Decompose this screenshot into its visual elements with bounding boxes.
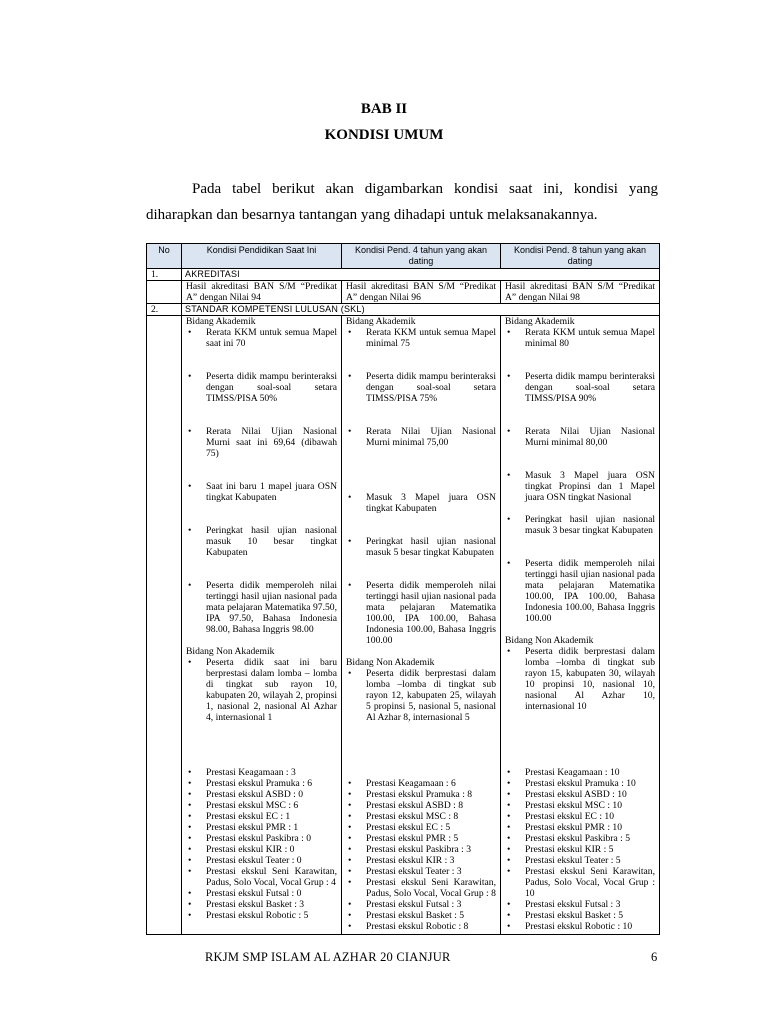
bullet-icon: • — [507, 327, 511, 338]
list-item — [186, 789, 337, 800]
skl-8-years — [501, 316, 660, 935]
list-item — [186, 844, 337, 855]
list-item — [346, 800, 496, 811]
list-item — [186, 800, 337, 811]
list-item — [346, 822, 496, 833]
list-spacer — [186, 404, 337, 426]
list-item-text: Prestasi ekskul Seni Karawitan, Padus, Solo Vocal, Vocal Grup : 4 — [206, 866, 337, 888]
academic-label: Bidang Akademik — [346, 316, 416, 327]
bullet-icon: • — [507, 514, 511, 525]
list-item-text: Peringkat hasil ujian nasional masuk 3 besar tingkat Kabupaten — [525, 514, 655, 536]
bullet-icon: • — [348, 327, 352, 338]
bullet-icon: • — [188, 580, 192, 591]
list-spacer — [505, 404, 655, 426]
list-item — [505, 866, 655, 899]
list-spacer — [346, 349, 496, 371]
bullet-icon: • — [507, 899, 511, 910]
list-item-text: Peserta didik berprestasi dalam lomba –lomba di tingkat sub rayon 12, kabupaten 25, wilayah 5 propinsi 5, nasional 5, nasional Al Azhar 8, internasional 5 — [366, 668, 496, 723]
list-item — [505, 910, 655, 921]
bullet-icon: • — [348, 800, 352, 811]
bullet-icon: • — [348, 866, 352, 877]
list-item — [186, 822, 337, 833]
list-item — [505, 558, 655, 624]
list-item — [346, 921, 496, 932]
list-spacer — [346, 448, 496, 492]
header-no: No — [147, 244, 182, 269]
list-item-text: Peringkat hasil ujian nasional masuk 5 besar tingkat Kabupaten — [366, 536, 496, 558]
list-item-text: Prestasi ekskul Futsal : 3 — [366, 899, 462, 910]
list-item-text: Prestasi ekskul EC : 1 — [206, 811, 291, 822]
list-item-text: Peserta didik mampu berinteraksi dengan soal-soal setara TIMSS/PISA 90% — [525, 371, 655, 404]
bullet-icon: • — [348, 811, 352, 822]
bullet-icon: • — [348, 921, 352, 932]
bullet-icon: • — [348, 492, 352, 503]
footer-school-name: RKJM SMP ISLAM AL AZHAR 20 CIANJUR — [205, 950, 451, 964]
conditions-table — [146, 243, 660, 935]
list-item-text: Prestasi ekskul Teater : 0 — [206, 855, 302, 866]
list-item-text: Prestasi ekskul Paskibra : 3 — [366, 844, 471, 855]
bullet-icon: • — [188, 426, 192, 437]
bullet-icon: • — [507, 646, 511, 657]
list-item-text: Prestasi ekskul ASBD : 0 — [206, 789, 304, 800]
list-item — [186, 866, 337, 888]
bullet-icon: • — [348, 899, 352, 910]
list-item — [186, 888, 337, 899]
bullet-icon: • — [188, 866, 192, 877]
list-spacer — [505, 503, 655, 514]
bullet-icon: • — [507, 811, 511, 822]
bullet-icon: • — [507, 833, 511, 844]
bullet-icon: • — [188, 833, 192, 844]
bullet-icon: • — [348, 877, 352, 888]
list-item-text: Peserta didik memperoleh nilai tertinggi hasil ujian nasional pada mata pelajaran Matematika 100.00, IPA 100.00, Bahasa Indonesia 100.00, Bahasa Inggris 100.00 — [366, 580, 496, 646]
bullet-icon: • — [188, 778, 192, 789]
list-item — [505, 327, 655, 349]
list-item — [505, 767, 655, 778]
list-item-text: Peserta didik saat ini baru berprestasi dalam lomba – lomba di tingkat sub rayon 10, kabupaten 20, wilayah 2, propinsi 1, nasional 2, nasional Al Azhar 4, internasional 1 — [206, 657, 337, 723]
list-item-text: Prestasi ekskul Paskibra : 0 — [206, 833, 311, 844]
list-item-text: Prestasi ekskul Pramuka : 10 — [525, 778, 636, 789]
list-item-text: Prestasi ekskul Robotic : 10 — [525, 921, 633, 932]
section-number: 2. — [147, 304, 182, 316]
list-item-text: Prestasi Keagamaan : 3 — [206, 767, 296, 778]
table-header-row — [147, 244, 660, 269]
list-item-text: Prestasi ekskul Pramuka : 6 — [206, 778, 313, 789]
list-item-text: Peringkat hasil ujian nasional masuk 10 besar tingkat Kabupaten — [206, 525, 337, 558]
bullet-icon: • — [188, 822, 192, 833]
list-item-text: Prestasi ekskul MSC : 6 — [206, 800, 299, 811]
list-spacer — [505, 712, 655, 767]
intro-paragraph: Pada tabel berikut akan digambarkan kondisi saat ini, kondisi yang diharapkan dan besarnya tantangan yang dihadapi untuk melaksanakannya. — [146, 181, 658, 223]
academic-label: Bidang Akademik — [186, 316, 256, 327]
bullet-icon: • — [348, 822, 352, 833]
section-row-skl — [147, 304, 660, 316]
bullet-icon: • — [188, 371, 192, 382]
list-item-text: Peserta didik mampu berinteraksi dengan soal-soal setara TIMSS/PISA 50% — [206, 371, 337, 404]
list-item — [505, 789, 655, 800]
academic-list — [346, 327, 496, 657]
header-current: Kondisi Pendidikan Saat Ini — [182, 244, 342, 269]
bullet-icon: • — [507, 822, 511, 833]
bullet-icon: • — [348, 910, 352, 921]
list-spacer — [346, 558, 496, 580]
accreditation-8-years: Hasil akreditasi BAN S/M “Predikat A” dengan Nilai 98 — [501, 281, 660, 304]
list-spacer — [346, 404, 496, 426]
list-item — [186, 481, 337, 503]
list-item-text: Prestasi ekskul Basket : 3 — [206, 899, 305, 910]
bullet-icon: • — [507, 866, 511, 877]
list-item — [346, 877, 496, 899]
bullet-icon: • — [188, 767, 192, 778]
bullet-icon: • — [188, 855, 192, 866]
bullet-icon: • — [188, 327, 192, 338]
list-item — [346, 833, 496, 844]
nonacademic-label: Bidang Non Akademik — [346, 657, 435, 668]
bullet-icon: • — [348, 426, 352, 437]
list-item-text: Prestasi Keagamaan : 6 — [366, 778, 456, 789]
bullet-icon: • — [507, 778, 511, 789]
list-item — [505, 514, 655, 536]
list-item-text: Prestasi ekskul KIR : 0 — [206, 844, 295, 855]
list-item-text: Prestasi ekskul Teater : 3 — [366, 866, 462, 877]
list-item-text: Peserta didik mampu berinteraksi dengan soal-soal setara TIMSS/PISA 75% — [366, 371, 496, 404]
academic-label: Bidang Akademik — [505, 316, 575, 327]
list-item-text: Prestasi ekskul KIR : 5 — [525, 844, 614, 855]
list-item-text: Prestasi ekskul EC : 5 — [366, 822, 451, 833]
list-item-text: Prestasi ekskul EC : 10 — [525, 811, 615, 822]
bullet-icon: • — [507, 789, 511, 800]
list-spacer — [505, 349, 655, 371]
nonacademic-label: Bidang Non Akademik — [505, 635, 594, 646]
chapter-number: BAB II — [360, 101, 408, 117]
bullet-icon: • — [507, 426, 511, 437]
bullet-icon: • — [188, 789, 192, 800]
table-row — [147, 281, 660, 304]
list-item — [346, 580, 496, 646]
bullet-icon: • — [507, 910, 511, 921]
list-item — [346, 789, 496, 800]
list-item — [186, 657, 337, 723]
list-item — [186, 426, 337, 459]
bullet-icon: • — [507, 558, 511, 569]
bullet-icon: • — [188, 657, 192, 668]
achievement-list — [346, 778, 496, 932]
list-item — [505, 800, 655, 811]
list-item-text: Prestasi ekskul MSC : 10 — [525, 800, 623, 811]
list-item-text: Peserta didik berprestasi dalam lomba –lomba di tingkat sub rayon 15, kabupaten 30, wilayah 10 propinsi 10, nasional 10, nasional Al Azhar 10, internasional 10 — [525, 646, 655, 712]
list-item — [505, 899, 655, 910]
list-spacer — [186, 558, 337, 580]
list-item — [346, 855, 496, 866]
list-item — [346, 866, 496, 877]
list-item — [186, 899, 337, 910]
list-item-text: Peserta didik memperoleh nilai tertinggi hasil ujian nasional pada mata pelajaran Matematika 97.50, IPA 97.50, Bahasa Indonesia 98.00, Bahasa Inggris 98.00 — [206, 580, 337, 635]
list-item — [505, 855, 655, 866]
section-number: 1. — [147, 269, 182, 281]
list-item-text: Rerata Nilai Ujian Nasional Murni minimal 75,00 — [366, 426, 496, 448]
list-item-text: Masuk 3 Mapel juara OSN tingkat Kabupaten — [366, 492, 496, 514]
list-item — [505, 833, 655, 844]
list-spacer — [505, 448, 655, 470]
page-number: 6 — [651, 950, 658, 964]
list-item-text: Prestasi ekskul Basket : 5 — [525, 910, 624, 921]
skl-4-years — [342, 316, 501, 935]
list-item-text: Prestasi ekskul PMR : 10 — [525, 822, 623, 833]
bullet-icon: • — [507, 921, 511, 932]
nonacademic-label: Bidang Non Akademik — [186, 646, 275, 657]
list-item-text: Prestasi ekskul Futsal : 0 — [206, 888, 302, 899]
list-item — [505, 646, 655, 712]
bullet-icon: • — [188, 910, 192, 921]
list-spacer — [346, 932, 496, 934]
bullet-icon: • — [188, 844, 192, 855]
list-item-text: Prestasi ekskul PMR : 5 — [366, 833, 459, 844]
list-spacer — [505, 932, 655, 934]
list-spacer — [505, 624, 655, 635]
list-item-text: Prestasi ekskul Robotic : 8 — [366, 921, 469, 932]
list-item — [346, 844, 496, 855]
academic-list — [186, 327, 337, 646]
list-spacer — [186, 349, 337, 371]
list-spacer — [186, 503, 337, 525]
list-spacer — [186, 635, 337, 646]
section-title: AKREDITASI — [182, 269, 660, 281]
list-item — [186, 371, 337, 404]
academic-list — [505, 327, 655, 635]
nonacademic-list — [186, 657, 337, 723]
list-item — [346, 426, 496, 448]
nonacademic-list — [346, 668, 496, 723]
list-item — [505, 811, 655, 822]
accreditation-4-years: Hasil akreditasi BAN S/M “Predikat A” dengan Nilai 96 — [342, 281, 501, 304]
list-item-text: Prestasi ekskul MSC : 8 — [366, 811, 459, 822]
section-title: STANDAR KOMPETENSI LULUSAN (SKL) — [182, 304, 660, 316]
achievement-list — [505, 767, 655, 932]
bullet-icon: • — [188, 811, 192, 822]
list-item-text: Prestasi ekskul ASBD : 8 — [366, 800, 464, 811]
list-spacer — [346, 514, 496, 536]
list-item-text: Prestasi ekskul ASBD : 10 — [525, 789, 627, 800]
list-item-text: Prestasi ekskul PMR : 1 — [206, 822, 299, 833]
list-item-text: Rerata KKM untuk semua Mapel minimal 80 — [525, 327, 655, 349]
list-item-text: Masuk 3 Mapel juara OSN tingkat Propinsi dan 1 Mapel juara OSN tingkat Nasional — [525, 470, 655, 503]
list-item-text: Prestasi Keagamaan : 10 — [525, 767, 620, 778]
chapter-title: KONDISI UMUM — [324, 127, 444, 143]
bullet-icon: • — [507, 844, 511, 855]
list-item-text: Prestasi ekskul Pramuka : 8 — [366, 789, 473, 800]
nonacademic-list — [505, 646, 655, 712]
bullet-icon: • — [507, 371, 511, 382]
list-item — [186, 811, 337, 822]
list-item — [186, 525, 337, 558]
list-item — [505, 470, 655, 503]
list-item — [186, 833, 337, 844]
header-4-years: Kondisi Pend. 4 tahun yang akan dating — [342, 244, 501, 269]
achievement-list — [186, 767, 337, 921]
list-item — [346, 668, 496, 723]
list-item — [505, 778, 655, 789]
list-item — [346, 778, 496, 789]
list-spacer — [346, 646, 496, 657]
bullet-icon: • — [507, 767, 511, 778]
bullet-icon: • — [507, 855, 511, 866]
skl-current — [182, 316, 342, 935]
list-item — [505, 426, 655, 448]
bullet-icon: • — [348, 844, 352, 855]
bullet-icon: • — [348, 778, 352, 789]
bullet-icon: • — [188, 800, 192, 811]
bullet-icon: • — [188, 481, 192, 492]
list-spacer — [186, 459, 337, 481]
list-item — [505, 371, 655, 404]
bullet-icon: • — [348, 833, 352, 844]
list-item-text: Prestasi ekskul Seni Karawitan, Padus, Solo Vocal, Vocal Grup : 10 — [525, 866, 655, 899]
list-spacer — [505, 536, 655, 558]
bullet-icon: • — [507, 800, 511, 811]
list-item — [505, 844, 655, 855]
list-item-text: Peserta didik memperoleh nilai tertinggi hasil ujian nasional pada mata pelajaran Matematika 100.00, IPA 100.00, Bahasa Indonesia 100.00, Bahasa Inggris 100.00 — [525, 558, 655, 624]
list-item-text: Prestasi ekskul KIR : 3 — [366, 855, 455, 866]
bullet-icon: • — [348, 580, 352, 591]
list-item-text: Prestasi ekskul Robotic : 5 — [206, 910, 309, 921]
list-item — [346, 910, 496, 921]
list-item — [186, 855, 337, 866]
bullet-icon: • — [348, 789, 352, 800]
list-item — [186, 580, 337, 635]
list-item — [186, 910, 337, 921]
list-item — [186, 327, 337, 349]
section-row-accreditation — [147, 269, 660, 281]
list-item-text: Rerata Nilai Ujian Nasional Murni minimal 80,00 — [525, 426, 655, 448]
list-item-text: Prestasi ekskul Futsal : 3 — [525, 899, 621, 910]
bullet-icon: • — [348, 536, 352, 547]
bullet-icon: • — [188, 899, 192, 910]
accreditation-current: Hasil akreditasi BAN S/M “Predikat A” dengan Nilai 94 — [182, 281, 342, 304]
list-spacer — [186, 921, 337, 923]
list-item — [186, 767, 337, 778]
bullet-icon: • — [188, 525, 192, 536]
list-item-text: Prestasi ekskul Teater : 5 — [525, 855, 621, 866]
list-item — [186, 778, 337, 789]
list-item-text: Rerata KKM untuk semua Mapel minimal 75 — [366, 327, 496, 349]
list-item-text: Rerata KKM untuk semua Mapel saat ini 70 — [206, 327, 337, 349]
list-item-text: Prestasi ekskul Paskibra : 5 — [525, 833, 630, 844]
list-item-text: Rerata Nilai Ujian Nasional Murni saat ini 69,64 (dibawah 75) — [206, 426, 337, 459]
list-item — [346, 327, 496, 349]
list-item — [346, 492, 496, 514]
list-spacer — [186, 723, 337, 767]
list-item-text: Saat ini baru 1 mapel juara OSN tingkat Kabupaten — [206, 481, 337, 503]
header-8-years: Kondisi Pend. 8 tahun yang akan dating — [501, 244, 660, 269]
list-item-text: Prestasi ekskul Basket : 5 — [366, 910, 465, 921]
bullet-icon: • — [188, 888, 192, 899]
table-row — [147, 316, 660, 935]
bullet-icon: • — [348, 371, 352, 382]
list-item — [346, 371, 496, 404]
list-item-text: Prestasi ekskul Seni Karawitan, Padus, Solo Vocal, Vocal Grup : 8 — [366, 877, 496, 899]
list-item — [346, 899, 496, 910]
bullet-icon: • — [507, 470, 511, 481]
bullet-icon: • — [348, 855, 352, 866]
list-item — [346, 536, 496, 558]
list-spacer — [346, 723, 496, 778]
list-item — [505, 921, 655, 932]
list-item — [346, 811, 496, 822]
list-item — [505, 822, 655, 833]
bullet-icon: • — [348, 668, 352, 679]
